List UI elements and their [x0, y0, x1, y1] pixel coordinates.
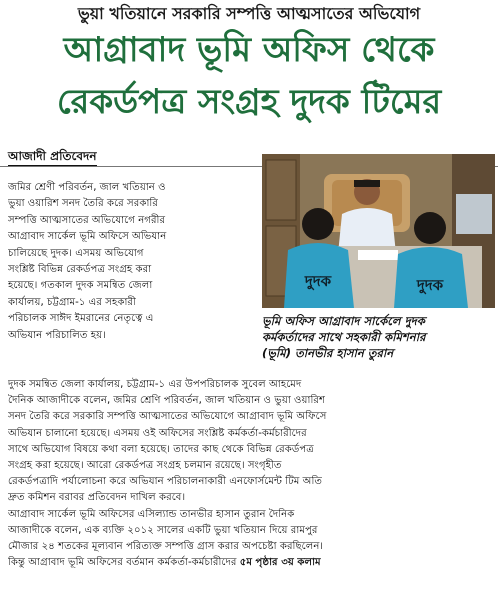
- caption-line: (ভূমি) তানভীর হাসান তুরান: [262, 346, 394, 360]
- photo-caption: [262, 313, 495, 361]
- byline: আজাদী প্রতিবেদন: [8, 148, 97, 166]
- text-line: সম্পত্তি আত্মসাতের অভিযোগে নগরীর: [8, 214, 166, 226]
- text-line: সাথে অভিযোগ বিষয়ে কথা বলা হয়েছে। তাদের কাছ থেকে বিভিন্ন রেকর্ডপত্র: [8, 443, 314, 455]
- text-line: জমির শ্রেণী পরিবর্তন, জাল খতিয়ান ও: [8, 182, 166, 193]
- text-line: ভুয়া ওয়ারিশ সনদ তৈরি করে সরকারি: [8, 198, 158, 210]
- text-line: দ্রুত কমিশন বরাবর প্রতিবেদন দাখিল করবে।: [8, 492, 186, 504]
- caption-line: ভূমি অফিস আগ্রাবাদ সার্কেলে দুদক: [262, 314, 425, 328]
- text-line: দুদক সমন্বিত জেলা কার্যালয়, চট্টগ্রাম-১ এর উপপরিচালক সুবেল আহমেদ: [8, 379, 302, 390]
- text-line: আগ্রাবাদ সার্কেল ভূমি অফিসে অভিযান: [8, 231, 167, 243]
- headline-line-1: আগ্রাবাদ ভূমি অফিস থেকে: [63, 30, 435, 70]
- caption-line: কর্মকর্তাদের সাথে সহকারী কমিশনার: [262, 330, 426, 344]
- text-line: সংশ্লিষ্ট বিভিন্ন রেকর্ডপত্র সংগ্রহ করা: [8, 264, 152, 276]
- full-width-text: [8, 377, 494, 571]
- text-line: অভিযান পরিচালিত হয়।: [8, 329, 106, 341]
- jacket-label-left: দুদক: [304, 272, 332, 290]
- text-line: রেকর্ডপত্রাদি পর্যালোচনা করে অভিযান পরিচালনাকারী এনফোর্সমেন্ট টিম অতি: [8, 476, 323, 488]
- kicker-headline: ভুয়া খতিয়ানে সরকারি সম্পত্তি আত্মসাতের অভিযোগ: [77, 4, 421, 23]
- continued-jump-link[interactable]: ৫ম পৃষ্ঠার ৩য় কলাম: [239, 557, 321, 569]
- text-line: কার্যালয়, চট্টগ্রাম-১ এর সহকারী: [8, 296, 136, 308]
- text-line: অভিযান চালানো হয়েছে। এসময় ওই অফিসের সংশ্লিষ্ট কর্মকর্তা-কর্মচারীদের: [8, 427, 307, 439]
- photo-illustration: [262, 154, 495, 308]
- text-line: সংগ্রহ করা হয়েছে। আরো রেকর্ডপত্র সংগ্রহ চলমান রয়েছে। সংগৃহীত: [8, 460, 282, 472]
- text-line: আগ্রাবাদ সার্কেল ভূমি অফিসের এসিল্যান্ড তানভীর হাসান তুরান দৈনিক: [8, 508, 295, 520]
- headline-line-2: রেকর্ডপত্র সংগ্রহ দুদক টিমের: [56, 82, 442, 122]
- text-line: আজাদীকে বলেন, এক ব্যক্তি ২০১২ সালের একটি ভুয়া খতিয়ান দিয়ে রামপুর: [8, 524, 318, 536]
- text-line: চালিয়েছে দুদক। এসময় অভিযোগ: [8, 247, 144, 259]
- text-line: মৌজার ২৪ শতকের মূল্যবান পরিত্যক্ত সম্পত্তি গ্রাস করার অপচেষ্টা করছিলেন।: [8, 541, 324, 553]
- last-text-line: [8, 555, 494, 571]
- text-line: দৈনিক আজাদীকে বলেন, জমির শ্রেণি পরিবর্তন, জাল খতিয়ান ও ভুয়া ওয়ারিশ: [8, 395, 326, 407]
- text-line: হয়েছে। গতকাল দুদক সমন্বিত জেলা: [8, 280, 153, 292]
- jacket-label-right: দুদক: [416, 276, 444, 294]
- last-line-text: কিন্তু আগ্রাবাদ ভূমি অফিসের বর্তমান কর্মকর্তা-কর্মচারীদের: [8, 557, 237, 569]
- left-column-text: [8, 180, 254, 344]
- text-line: পরিচালক সাঈদ ইমরানের নেতৃত্বে এ: [8, 313, 154, 325]
- news-photo: [262, 154, 495, 308]
- text-line: সনদ তৈরি করে সরকারি সম্পত্তি আত্মসাতের অভিযোগে আগ্রাবাদ ভূমি অফিসে: [8, 411, 327, 423]
